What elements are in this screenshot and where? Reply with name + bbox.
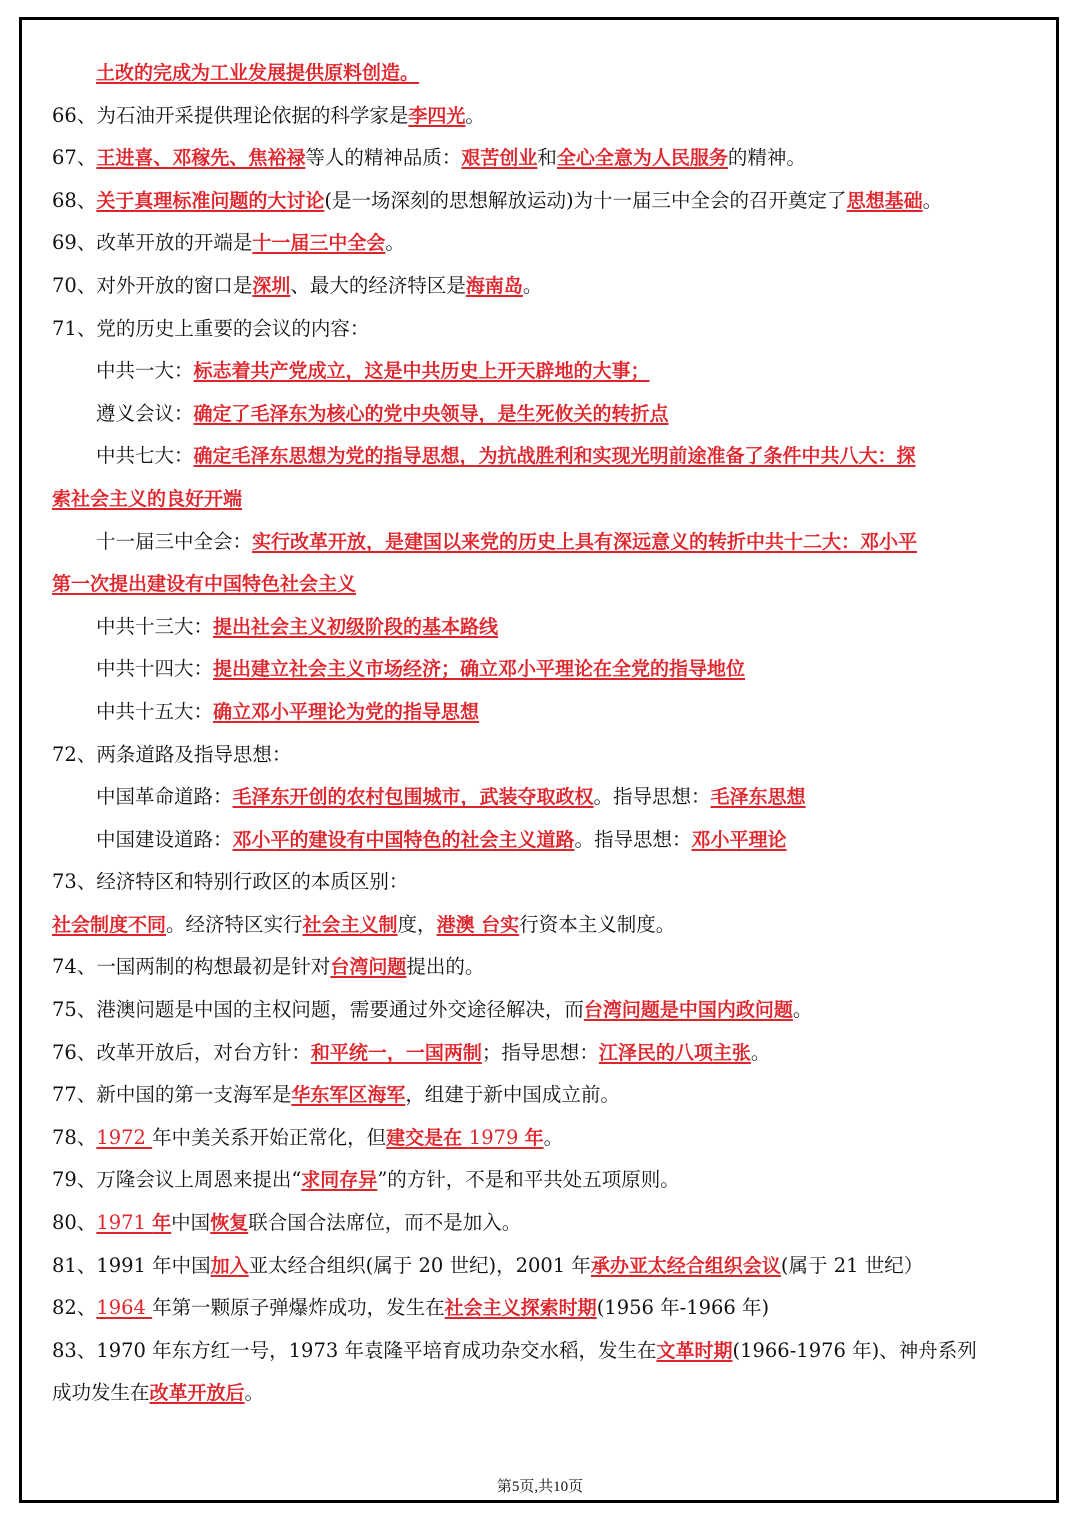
text-segment: 中国革命道路：	[96, 785, 233, 809]
text-line	[52, 521, 1042, 564]
highlighted-answer: 毛泽东开创的农村包围城市，武装夺取政权	[232, 786, 594, 809]
highlighted-answer: 1972	[96, 1125, 153, 1149]
text-line	[52, 861, 1042, 904]
text-segment: 76、改革开放后，对台方针：	[52, 1040, 311, 1064]
text-segment: 。	[543, 1125, 564, 1149]
text-line	[52, 265, 1042, 308]
highlighted-answer: 1964	[96, 1296, 153, 1320]
text-segment: 75、港澳问题是中国的主权问题，需要通过外交途径解决，而	[52, 998, 584, 1022]
text-line	[52, 1117, 1042, 1160]
highlighted-answer: 李四光	[408, 104, 466, 127]
text-segment: 。	[244, 1381, 265, 1405]
text-segment: (1956 年-1966 年)	[596, 1296, 770, 1320]
highlighted-answer: 十一届三中全会	[252, 232, 386, 255]
text-line	[52, 1032, 1042, 1075]
text-segment: 83、1970 年东方红一号，1973 年袁隆平培育成功杂交水稻，发生在	[52, 1338, 657, 1362]
text-segment: 69、改革开放的开端是	[52, 231, 253, 255]
text-segment: 度，	[397, 912, 437, 936]
text-segment: 亚太经合组织(属于 20 世纪)，2001 年	[248, 1253, 591, 1277]
text-line	[52, 648, 1042, 691]
highlighted-answer: 1979	[468, 1125, 525, 1149]
text-segment: 。指导思想：	[574, 827, 692, 851]
highlighted-answer: 关于真理标准问题的大讨论	[96, 189, 325, 212]
highlighted-answer: 改革开放后	[149, 1382, 245, 1405]
text-segment: 73、经济特区和特别行政区的本质区别：	[52, 870, 409, 894]
highlighted-answer: 邓小平理论	[691, 828, 787, 851]
highlighted-answer: 年	[524, 1126, 544, 1149]
text-segment: 70、对外开放的窗口是	[52, 273, 253, 297]
text-line	[52, 691, 1042, 734]
text-line	[52, 734, 1042, 777]
text-line	[52, 946, 1042, 989]
highlighted-answer: 建交是在	[386, 1126, 469, 1149]
text-segment: 中共十五大：	[96, 699, 214, 723]
text-segment: 。	[385, 231, 405, 255]
text-segment: 。	[792, 998, 813, 1022]
highlighted-answer: 台湾问题	[330, 956, 407, 979]
text-segment: 成功发生在	[52, 1381, 150, 1405]
text-line	[52, 1245, 1042, 1288]
text-segment: 。	[522, 273, 543, 297]
text-segment: 72、两条道路及指导思想：	[52, 742, 292, 766]
text-segment: 74、一国两制的构想最初是针对	[52, 955, 331, 979]
text-segment: 中国建设道路：	[96, 827, 233, 851]
highlighted-answer: 索社会主义的良好开端	[52, 487, 243, 510]
highlighted-answer: 第一次提出建设有中国特色社会主义	[52, 573, 357, 596]
highlighted-answer: 1971	[96, 1211, 153, 1235]
text-line	[52, 478, 1042, 521]
text-segment: 78、	[52, 1125, 97, 1149]
highlighted-answer: 江泽民的八项主张	[598, 1041, 751, 1064]
highlighted-answer: 加入	[210, 1254, 249, 1277]
text-segment: 71、党的历史上重要的会议的内容：	[52, 316, 370, 340]
document-body	[52, 52, 1042, 1415]
text-line	[52, 180, 1042, 223]
text-segment: 81、1991 年中国	[52, 1253, 211, 1277]
text-segment: 十一届三中全会：	[96, 529, 253, 553]
highlighted-answer: 社会制度不同	[52, 913, 167, 936]
text-segment: 。	[465, 103, 485, 127]
text-line	[52, 1074, 1042, 1117]
highlighted-answer: 标志着共产党成立，这是中共历史上开天辟地的大事；	[193, 360, 650, 383]
highlighted-answer: 社会主义探索时期	[444, 1297, 597, 1320]
highlighted-answer: 社会主义制	[302, 913, 398, 936]
text-segment: 67、	[52, 146, 97, 170]
text-segment: ；指导思想：	[481, 1040, 599, 1064]
page-footer: 第5页,共10页	[496, 1479, 584, 1495]
text-segment: 、最大的经济特区是	[290, 273, 466, 297]
highlighted-answer: 毛泽东思想	[710, 786, 806, 809]
text-segment: ”的方针，不是和平共处五项原则。	[377, 1168, 680, 1192]
text-segment: 年中美关系开始正常化，但	[152, 1125, 387, 1149]
text-line	[52, 1330, 1042, 1373]
text-line	[52, 1287, 1042, 1330]
highlighted-answer: 思想基础	[846, 189, 923, 212]
text-line	[52, 308, 1042, 351]
highlighted-answer: 文革时期	[656, 1339, 733, 1362]
text-segment: 。指导思想：	[593, 785, 711, 809]
text-line	[52, 904, 1042, 947]
text-line	[52, 350, 1042, 393]
text-segment: 。经济特区实行	[166, 912, 303, 936]
highlighted-answer: 深圳	[252, 274, 291, 297]
text-line	[52, 819, 1042, 862]
text-segment: 。	[922, 188, 943, 212]
text-segment: 中国	[171, 1211, 211, 1235]
highlighted-answer: 邓小平的建设有中国特色的社会主义道路	[232, 828, 575, 851]
text-segment: 联合国合法席位，而不是加入。	[248, 1211, 522, 1235]
highlighted-answer: 王进喜、邓稼先、焦裕禄	[96, 147, 306, 170]
text-segment: 中共一大：	[96, 359, 194, 383]
highlighted-answer: 全心全意为人民服务	[556, 147, 728, 170]
text-segment: 中共七大：	[96, 444, 194, 468]
text-segment: (属于 21 世纪）	[780, 1253, 924, 1277]
text-segment: 79、万隆会议上周恩来提出“	[52, 1168, 302, 1192]
text-segment: (1966-1976 年)、神舟系列	[732, 1338, 977, 1362]
text-segment: 和	[537, 146, 557, 170]
highlighted-answer: 台湾问题是中国内政问题	[583, 999, 793, 1022]
text-segment: 82、	[52, 1296, 97, 1320]
text-line	[52, 1159, 1042, 1202]
text-segment: 中共十三大：	[96, 614, 214, 638]
highlighted-answer: 艰苦创业	[461, 147, 538, 170]
text-line	[52, 1372, 1042, 1415]
highlighted-answer: 土改的完成为工业发展提供原料创造。	[96, 62, 420, 84]
text-segment: 中共十四大：	[96, 657, 214, 681]
text-segment: 80、	[52, 1211, 97, 1235]
text-line	[52, 776, 1042, 819]
text-segment: (是一场深刻的思想解放运动)为十一届三中全会的召开奠定了	[324, 188, 847, 212]
highlighted-answer: 提出建立社会主义市场经济；确立邓小平理论在全党的指导地位	[213, 658, 746, 681]
text-segment: 77、新中国的第一支海军是	[52, 1083, 292, 1107]
text-segment: 年第一颗原子弹爆炸成功，发生在	[152, 1296, 445, 1320]
text-segment: 的精神。	[727, 146, 806, 170]
text-line	[52, 222, 1042, 265]
text-line	[52, 989, 1042, 1032]
highlighted-answer: 实行改革开放，是建国以来党的历史上具有深远意义的转折中共十二大：邓小平	[252, 530, 918, 553]
text-line	[52, 393, 1042, 436]
text-segment: 等人的精神品质：	[305, 146, 462, 170]
highlighted-answer: 海南岛	[465, 274, 523, 297]
text-segment: ，组建于新中国成立前。	[405, 1083, 620, 1107]
highlighted-answer: 恢复	[210, 1212, 249, 1235]
highlighted-answer: 确定了毛泽东为核心的党中央领导，是生死攸关的转折点	[193, 402, 669, 425]
text-segment: 提出的。	[406, 955, 485, 979]
highlighted-answer: 年	[152, 1212, 172, 1235]
highlighted-answer: 华东军区海军	[291, 1084, 406, 1107]
highlighted-answer: 和平统一，一国两制	[310, 1041, 482, 1064]
text-segment: 行资本主义制度。	[519, 912, 676, 936]
text-line	[52, 1202, 1042, 1245]
text-line	[52, 137, 1042, 180]
text-line	[52, 606, 1042, 649]
highlighted-answer: 承办亚太经合组织会议	[590, 1254, 781, 1277]
text-segment: 68、	[52, 188, 97, 212]
highlighted-answer: 确立邓小平理论为党的指导思想	[213, 700, 480, 723]
highlighted-answer: 求同存异	[301, 1169, 378, 1192]
text-line	[52, 52, 1042, 95]
text-line	[52, 563, 1042, 606]
highlighted-answer: 提出社会主义初级阶段的基本路线	[213, 615, 499, 638]
text-line	[52, 95, 1042, 138]
highlighted-answer: 港澳 台实	[436, 913, 520, 936]
text-segment: 。	[750, 1040, 771, 1064]
text-segment: 遵义会议：	[96, 401, 194, 425]
highlighted-answer: 确定毛泽东思想为党的指导思想，为抗战胜利和实现光明前途准备了条件中共八大：探	[193, 445, 916, 468]
text-line	[52, 435, 1042, 478]
text-segment: 66、为石油开采提供理论依据的科学家是	[52, 103, 409, 127]
